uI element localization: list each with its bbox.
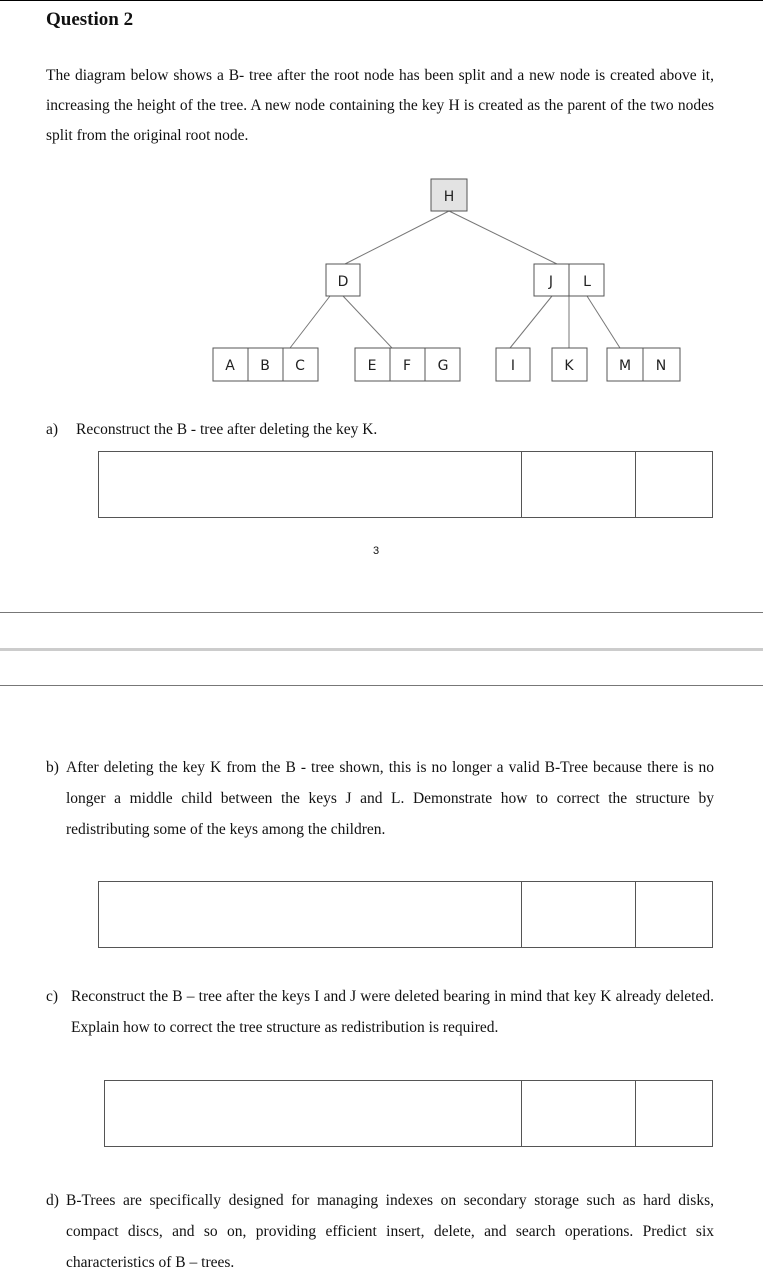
- key-j: J: [548, 274, 554, 290]
- question-b-text: After deleting the key K from the B - tree shown, this is no longer a valid B-Tree because there is no longer a middle child between the keys J and L. Demonstrate how to correct the structure by redistributing some of the keys among the children.: [66, 759, 714, 838]
- answer-box-c[interactable]: [104, 1080, 713, 1147]
- node-d: [326, 264, 360, 296]
- answer-box-a-divider-2: [635, 452, 636, 517]
- key-f: F: [402, 358, 412, 374]
- leaf-k: [552, 348, 587, 381]
- answer-box-b[interactable]: [98, 881, 713, 948]
- leaf-mn: [607, 348, 680, 381]
- question-c-label: c): [46, 988, 59, 1005]
- top-rule: [0, 0, 763, 1]
- question-d-label: d): [46, 1192, 59, 1209]
- key-k: K: [564, 358, 574, 374]
- edge-d-abc: [290, 296, 330, 348]
- edge-jl-i: [510, 296, 552, 348]
- key-e: E: [367, 358, 377, 374]
- question-a-text: Reconstruct the B - tree after deleting the key K.: [76, 421, 378, 438]
- leaf-abc: [213, 348, 318, 381]
- key-g: G: [437, 358, 449, 374]
- answer-box-a[interactable]: [98, 451, 713, 518]
- question-c-text: Reconstruct the B – tree after the keys I and J were deleted bearing in mind that key K already deleted. Explain how to correct the tree structure as redistribution is required.: [71, 988, 714, 1036]
- key-c: C: [295, 358, 305, 374]
- key-d: D: [337, 274, 349, 290]
- key-h: H: [443, 189, 455, 205]
- intro-paragraph: The diagram below shows a B- tree after the root node has been split and a new node is created above it, increasing the height of the tree. A new node containing the key H is created as the parent of the two nodes split from the original root node.: [46, 67, 714, 144]
- edge-h-d: [343, 211, 449, 265]
- answer-box-c-divider-2: [635, 1081, 636, 1146]
- question-c: [46, 981, 714, 1043]
- key-l: L: [583, 274, 591, 290]
- leaf-efg: [355, 348, 460, 381]
- question-d: [46, 1185, 714, 1278]
- question-b-label: b): [46, 759, 59, 776]
- answer-box-b-divider-2: [635, 882, 636, 947]
- edge-h-jl: [449, 211, 559, 265]
- leaf-i: [496, 348, 530, 381]
- page-number: 3: [373, 545, 380, 557]
- answer-box-c-divider-1: [521, 1081, 522, 1146]
- node-root: [431, 179, 467, 211]
- answer-box-a-divider-1: [521, 452, 522, 517]
- btree-diagram: [0, 170, 763, 390]
- key-n: N: [655, 358, 667, 374]
- page-break-line-3: [0, 685, 763, 686]
- question-d-text: B-Trees are specifically designed for managing indexes on secondary storage such as hard disks, compact discs, and so on, providing efficient insert, delete, and search operations. Predict six characteristics of B – trees.: [66, 1192, 714, 1271]
- node-jl: [534, 264, 604, 296]
- page-break-line-1: [0, 612, 763, 613]
- key-m: M: [618, 358, 632, 374]
- question-a: [46, 414, 714, 445]
- page-break-line-2: [0, 648, 763, 651]
- question-a-label: a): [46, 421, 59, 438]
- question-title: Question 2: [46, 9, 134, 30]
- edge-d-efg: [343, 296, 392, 348]
- answer-box-b-divider-1: [521, 882, 522, 947]
- key-a: A: [225, 358, 235, 374]
- question-b: [46, 752, 714, 845]
- edge-jl-mn: [587, 296, 620, 348]
- key-i: I: [510, 358, 516, 374]
- key-b: B: [260, 358, 270, 374]
